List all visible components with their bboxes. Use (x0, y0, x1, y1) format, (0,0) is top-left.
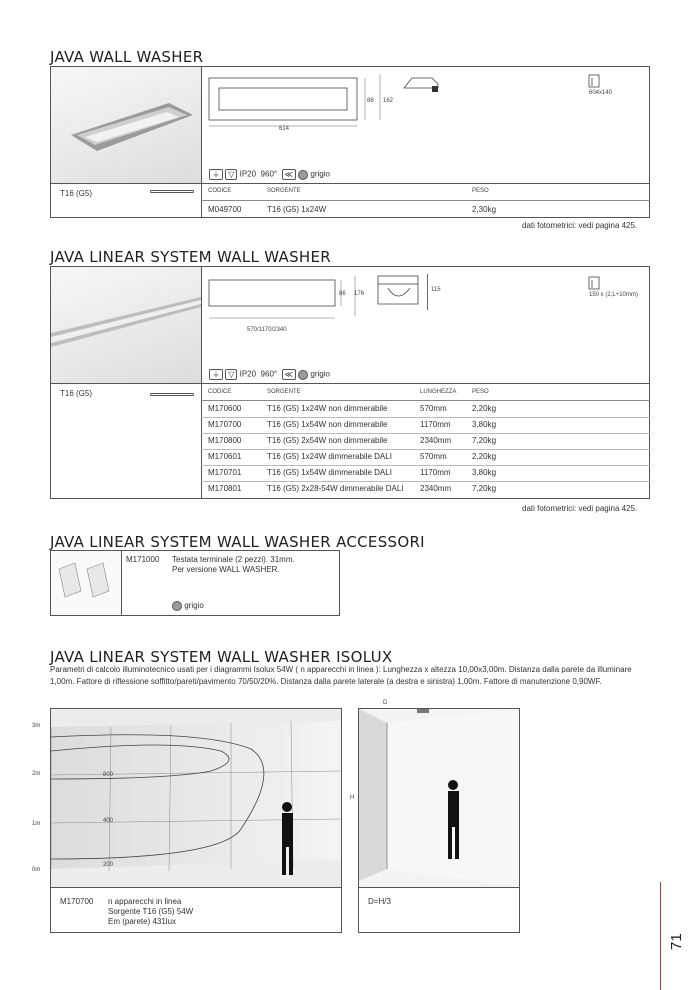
formula-d-h: D=H/3 (368, 897, 391, 906)
table-cell-source: T16 (G5) 2x54W non dimmerabile (267, 436, 388, 445)
row-divider (201, 417, 650, 418)
label-h: H (350, 795, 355, 801)
gray-color-swatch-icon (298, 170, 308, 180)
table-cell-code: M170800 (208, 436, 242, 445)
table-cell-length: 1170mm (420, 420, 451, 429)
table-cell-source: T16 (G5) 1x54W dimmerabile DALI (267, 468, 392, 477)
header-weight: PESO (472, 188, 489, 194)
row-weight: 2,30kg (472, 205, 497, 214)
isolux-paragraph-2: 1,00m. Fattore di riflessione soffitto/pareti/pavimento 70/50/20%. Distanza dalla parete laterale (a destra e sinistra) 1,00m. Fattore di manutenzione 0,90WF. (50, 677, 602, 686)
dim-h3-linear: 115 (431, 287, 441, 293)
table-cell-code: M170700 (208, 420, 242, 429)
row-divider (201, 465, 650, 466)
table-cell-source: T16 (G5) 2x28-54W dimmerabile DALI (267, 484, 404, 493)
section-title-linear-wall-washer: JAVA LINEAR SYSTEM WALL WASHER (50, 248, 332, 266)
cutout-icon (588, 74, 602, 88)
table-cell-weight: 2,20kg (472, 404, 497, 413)
row-divider (201, 433, 650, 434)
table-cell-code: M170601 (208, 452, 242, 461)
dim-width-linear: 570/1170/2340 (247, 327, 287, 333)
row-source: T16 (G5) 1x24W (267, 205, 327, 214)
iso-label-400: 400 (103, 818, 114, 824)
isolux-room-render (51, 709, 341, 887)
table-cell-source: T16 (G5) 1x54W non dimmerabile (267, 420, 388, 429)
table-cell-weight: 7,20kg (472, 484, 497, 493)
y-label-1m: 1m (32, 821, 41, 827)
y-label-3m: 3m (32, 723, 41, 729)
row-divider (201, 481, 650, 482)
dim-height-1: 88 (367, 98, 374, 104)
table-cell-source: T16 (G5) 1x24W non dimmerabile (267, 404, 388, 413)
table-cell-length: 2340mm (420, 484, 452, 493)
isolux-code: M170700 (60, 897, 94, 906)
table-cell-code: M170600 (208, 404, 242, 413)
lamp-type-linear: T16 (G5) (60, 389, 93, 398)
table-cell-length: 570mm (420, 404, 447, 413)
side-view-render (359, 709, 519, 887)
y-label-2m: 2m (32, 771, 41, 777)
tube-icon (150, 393, 194, 396)
dim-h2-linear: 176 (354, 291, 365, 297)
earth-icon: ⏚ (209, 369, 223, 380)
table-cell-weight: 2,20kg (472, 452, 497, 461)
table-cell-weight: 3,80kg (472, 420, 497, 429)
glow-wire-linear: 960° (260, 369, 278, 379)
glow-wire: 960° (260, 169, 278, 179)
accessory-desc-1: Testata terminale (2 pezzi). 31mm. (172, 555, 295, 564)
f-mark-icon: ▽ (225, 169, 237, 180)
profile-drawing-linear (374, 274, 422, 310)
header-code-linear: CODICE (208, 389, 232, 395)
dim-height-2: 162 (383, 98, 394, 104)
page-number: 71 (668, 933, 685, 950)
symbols-row (209, 169, 330, 180)
color-label: grigio (310, 169, 330, 179)
photometric-note: dati fotometrici: vedi pagina 425. (522, 221, 638, 230)
table-cell-length: 570mm (420, 452, 447, 461)
accessory-color (172, 601, 204, 611)
tube-icon (150, 190, 194, 193)
page-marker-line (660, 882, 661, 990)
iso-label-200: 200 (103, 862, 114, 868)
table-cell-source: T16 (G5) 1x24W dimmerabile DALI (267, 452, 392, 461)
isolux-line-2: Sorgente T16 (G5) 54W (108, 907, 194, 916)
table-cell-length: 1170mm (420, 468, 451, 477)
symbols-row-linear (209, 369, 330, 380)
ip-rating: IP20 (239, 169, 257, 179)
row-code: M049700 (208, 205, 242, 214)
gray-color-swatch-icon (298, 370, 308, 380)
row-divider (201, 449, 650, 450)
side-profile-drawing (402, 74, 442, 98)
cutout-dim-linear: 150 x (2,L+10mm) (589, 292, 638, 298)
dim-h1-linear: 86 (339, 291, 346, 297)
table-cell-weight: 7,20kg (472, 436, 497, 445)
isolux-line-3: Em (parete) 431lux (108, 917, 177, 926)
photometric-note-linear: dati fotometrici: vedi pagina 425. (522, 504, 638, 513)
dim-width: 614 (279, 126, 290, 132)
label-d: D (383, 700, 388, 706)
table-cell-weight: 3,80kg (472, 468, 497, 477)
accessory-photo (51, 551, 121, 615)
header-code: CODICE (208, 188, 232, 194)
section-title-wall-washer: JAVA WALL WASHER (50, 48, 204, 66)
header-source-linear: SORGENTE (267, 389, 301, 395)
ip-rating-linear: IP20 (239, 369, 257, 379)
f-mark-icon: ▽ (225, 369, 237, 380)
cutout-dim: 604x140 (589, 90, 613, 96)
header-length-linear: LUNGHEZZA (420, 389, 457, 395)
eec-icon: ≪ (282, 169, 296, 180)
section-title-isolux: JAVA LINEAR SYSTEM WALL WASHER ISOLUX (50, 648, 393, 666)
eec-icon: ≪ (282, 369, 296, 380)
gray-color-swatch-icon (172, 601, 182, 611)
earth-icon: ⏚ (209, 169, 223, 180)
lamp-type: T16 (G5) (60, 189, 93, 198)
product-photo-linear (51, 267, 201, 383)
product-photo (51, 67, 201, 183)
section-title-accessories: JAVA LINEAR SYSTEM WALL WASHER ACCESSORI (50, 533, 425, 551)
color-label-linear: grigio (310, 369, 330, 379)
isolux-paragraph-1: Parametri di calcolo illuminotecnico usati per i diagrammi Isolux 54W ( n apparecchi in linea ): Lunghezza x altezza 10,00x3,00m. Distanza dalla parete da illuminare (50, 665, 632, 674)
accessory-color-label: grigio (184, 601, 204, 611)
table-cell-code: M170701 (208, 468, 242, 477)
accessory-code: M171000 (126, 555, 160, 564)
iso-label-800: 800 (103, 772, 114, 778)
table-cell-length: 2340mm (420, 436, 452, 445)
isolux-line-1: n apparecchi in linea (108, 897, 182, 906)
header-weight-linear: PESO (472, 389, 489, 395)
table-cell-code: M170801 (208, 484, 242, 493)
accessory-desc-2: Per versione WALL WASHER. (172, 565, 280, 574)
y-label-0m: 0m (32, 867, 41, 873)
cutout-icon-linear (588, 276, 602, 290)
header-source: SORGENTE (267, 188, 301, 194)
